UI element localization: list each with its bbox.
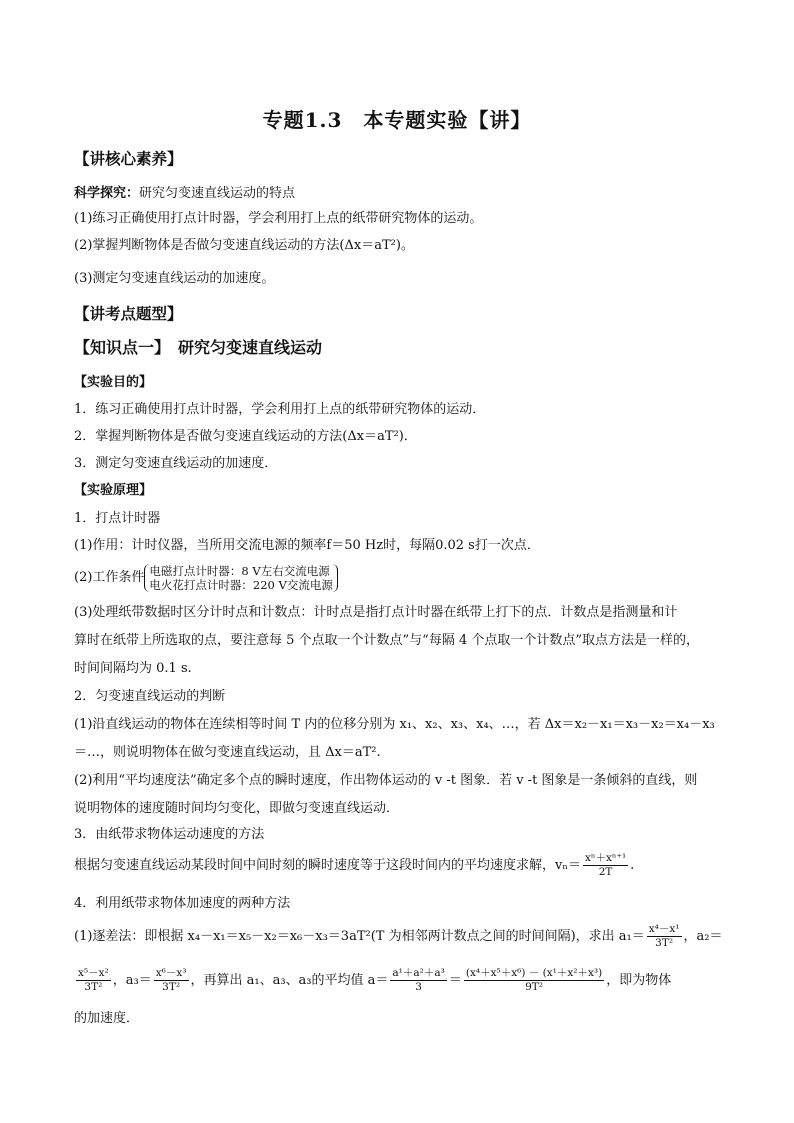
core-line-0: [74, 185, 295, 203]
result-denominator: 9T²: [525, 981, 543, 993]
a2-numerator: x⁵－x²: [78, 967, 109, 979]
purpose-line-1: 1．练习正确使用打点计时器，学会利用打上点的纸带研究物体的运动．: [74, 402, 486, 417]
velocity-fraction: [583, 852, 628, 879]
core-line-1: (1)练习正确使用打点计时器，学会利用打上点的纸带研究物体的运动。: [74, 211, 483, 226]
core-line-2: (2)掌握判断物体是否做匀变速直线运动的方法(Δx＝aT²)。: [74, 238, 414, 253]
principle-sub-2: 2．匀变速直线运动的判断: [74, 689, 226, 704]
a1-fraction: [647, 923, 682, 950]
diff-average-text: ，再算出 a₁、a₃、a₃的平均值 a＝: [190, 973, 389, 988]
a2-fraction: [76, 967, 111, 994]
a1-denominator: 3T²: [655, 937, 674, 949]
core-label-text: 研究匀变速直线运动的特点: [139, 186, 296, 201]
diff-text-1-end: ，a₂＝: [683, 929, 723, 944]
work-condition-a: 电磁打点计时器：8 V左右交流电源: [149, 564, 330, 578]
knowledge-point-heading: 【知识点一】 研究匀变速直线运动: [74, 338, 323, 357]
page-title: 专题1.3 本专题实验【讲】: [262, 108, 532, 132]
diff-text-1: (1)逐差法：即根据 x₄－x₁＝x₅－x₂＝x₆－x₃＝3aT²(T 为相邻两计数点之间的时间间隔)，求出 a₁＝: [74, 929, 645, 944]
work-condition-label: (2)工作条件: [74, 570, 145, 585]
diff-line-2: [74, 966, 671, 996]
principle-p3-b: 算时在纸带上所选取的点，要注意每 5 个点取一个计数点”与“每隔 4 个点取一个计数点”取点方法是一样的，: [74, 633, 700, 648]
judge-line-2a: (2)利用“平均速度法”确定多个点的瞬时速度，作出物体运动的 v -t 图象．若 v -t 图象是一条倾斜的直线，则: [74, 773, 698, 788]
purpose-line-2: 2．掌握判断物体是否做匀变速直线运动的方法(Δx＝aT²)．: [74, 429, 417, 444]
section-exam-topics: 【讲考点题型】: [74, 305, 183, 323]
result-fraction: [464, 967, 604, 994]
principle-p3-c: 时间间隔均为 0.1 s.: [74, 661, 192, 676]
judge-line-1a: (1)沿直线运动的物体在连续相等时间 T 内的位移分别为 x₁、x₂、x₃、x₄、…，若 Δx＝x₂－x₁＝x₃－x₂＝x₄－x₃: [74, 717, 715, 732]
principle-sub-4: 4．利用纸带求物体加速度的两种方法: [74, 896, 291, 911]
diff-text-2-end: ，即为物体: [606, 973, 672, 988]
diff-line-3: 的加速度．: [74, 1011, 140, 1026]
work-condition-b: 电火花打点计时器：220 V交流电源: [149, 578, 333, 592]
core-label: 科学探究：: [74, 186, 140, 201]
a1-numerator: x⁴－x¹: [648, 923, 680, 935]
principle-sub-1: 1．打点计时器: [74, 511, 161, 526]
principle-sub-3: 3．由纸带求物体运动速度的方法: [74, 827, 265, 842]
diff-a3-label: ，a₃＝: [112, 973, 152, 988]
judge-line-1b: ＝…，则说明物体在做匀变速直线运动，且 Δx＝aT².: [74, 745, 381, 760]
work-condition-brace: [144, 564, 337, 592]
purpose-line-3: 3．测定匀变速直线运动的加速度．: [74, 456, 278, 471]
diff-equals: ＝: [448, 973, 462, 988]
principle-heading: 【实验原理】: [74, 483, 153, 498]
judge-line-2b: 说明物体的速度随时间均匀变化，即做匀变速直线运动．: [74, 801, 400, 816]
velocity-end: .: [630, 858, 635, 873]
a3-fraction: [154, 967, 189, 994]
a2-denominator: 3T²: [84, 981, 103, 993]
a3-numerator: x⁶－x³: [155, 967, 187, 979]
velocity-numerator: xⁿ＋xⁿ⁺¹: [584, 852, 627, 864]
core-line-3: (3)测定匀变速直线运动的加速度。: [74, 271, 275, 286]
principle-p2: [74, 564, 338, 592]
result-numerator: (x⁴＋x⁵＋x⁶) － (x¹＋x²＋x³): [465, 967, 603, 979]
velocity-denominator: 2T: [598, 866, 613, 878]
velocity-line: [74, 852, 634, 880]
principle-p3-a: (3)处理纸带数据时区分计时点和计数点：计时点是指打点计时器在纸带上打下的点．计数点是指测量和计: [74, 605, 678, 620]
purpose-heading: 【实验目的】: [74, 375, 153, 390]
avg-denominator: 3: [415, 981, 422, 993]
avg-numerator: a¹＋a²＋a³: [392, 967, 445, 979]
principle-p1: (1)作用：计时仪器，当所用交流电源的频率f＝50 Hz时，每隔0.02 s打一次点．: [74, 538, 540, 553]
avg-fraction: [390, 967, 446, 994]
velocity-text: 根据匀变速直线运动某段时间中间时刻的瞬时速度等于这段时间内的平均速度求解，vₙ＝: [74, 858, 581, 873]
diff-line-1: [74, 922, 722, 952]
section-core-literacy: 【讲核心素养】: [74, 150, 183, 168]
a3-denominator: 3T²: [162, 981, 181, 993]
